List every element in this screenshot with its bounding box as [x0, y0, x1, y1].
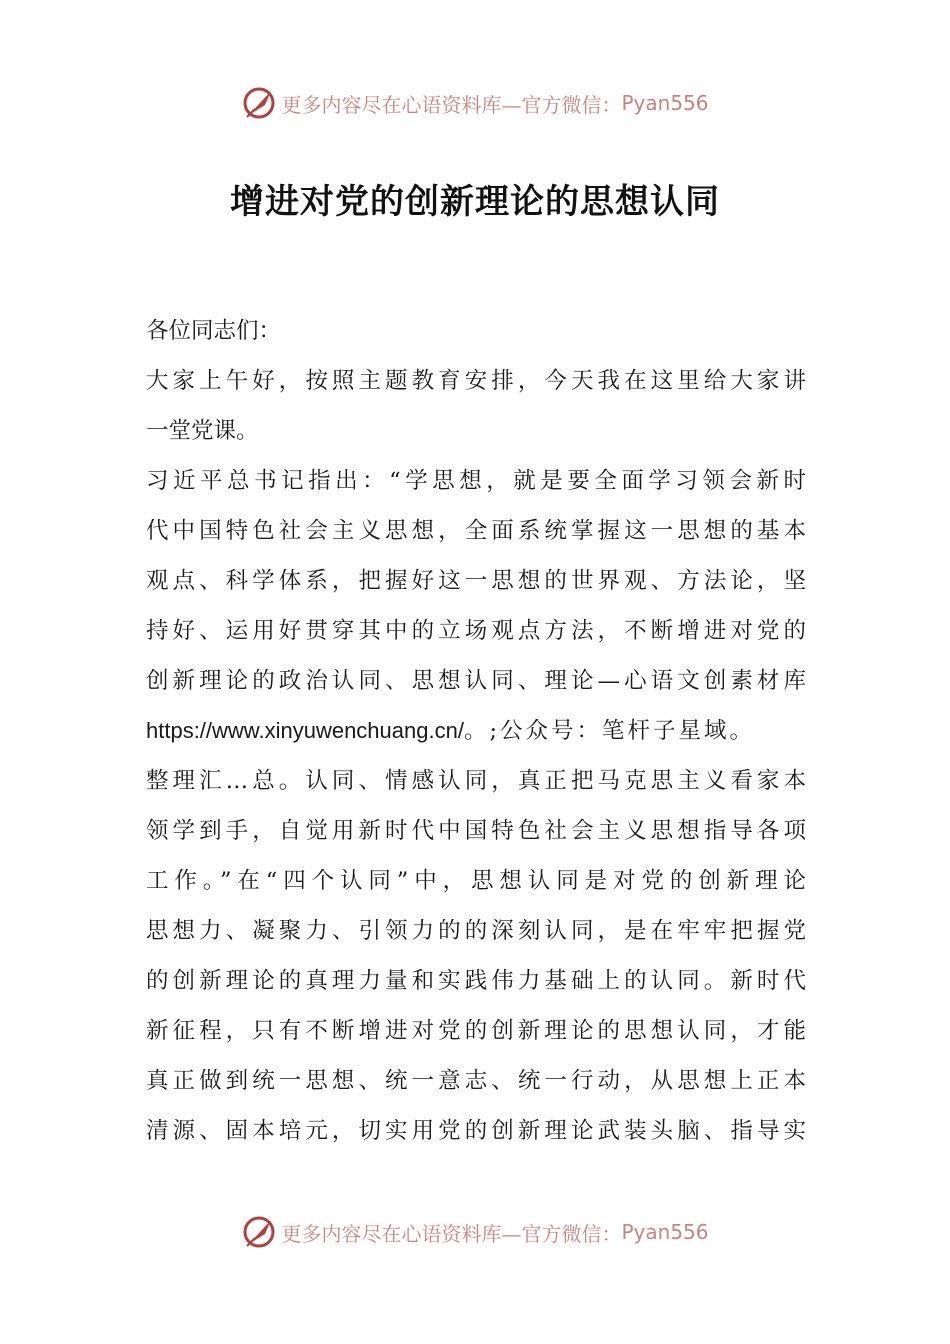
document-title: 增进对党的创新理论的思想认同 — [230, 182, 720, 222]
url-line — [146, 706, 806, 756]
footer-wechat-id: Pyan556 — [621, 1220, 709, 1244]
quill-logo-icon — [241, 1214, 277, 1250]
body-line: 工作。”在“四个认同”中，思想认同是对党的创新理论 — [146, 868, 806, 894]
header-wechat-id: Pyan556 — [621, 91, 709, 115]
body-line: 清源、固本培元，切实用党的创新理论武装头脑、指导实 — [146, 1118, 806, 1144]
url-line-rest: 。;公众号：笔杆子星域。 — [463, 718, 756, 744]
body-line: 创新理论的政治认同、思想认同、理论—心语文创素材库 — [146, 668, 806, 694]
body-line: 习近平总书记指出：“学思想，就是要全面学习领会新时 — [146, 468, 806, 494]
body-line: 代中国特色社会主义思想，全面系统掌握这一思想的基本 — [146, 518, 806, 544]
footer-banner-text: 更多内容尽在心语资料库—官方微信： — [281, 1221, 622, 1246]
body-line: 整理汇…总。认同、情感认同，真正把马克思主义看家本 — [146, 768, 806, 794]
document-body — [146, 306, 806, 1156]
quill-logo-icon — [241, 85, 277, 121]
body-line: 思想力、凝聚力、引领力的的深刻认同，是在牢牢把握党 — [146, 918, 806, 944]
body-line: 领学到手，自觉用新时代中国特色社会主义思想指导各项 — [146, 818, 806, 844]
header-banner-text: 更多内容尽在心语资料库—官方微信： — [281, 92, 622, 117]
body-line: 观点、科学体系，把握好这一思想的世界观、方法论，坚 — [146, 568, 806, 594]
body-line: 新征程，只有不断增进对党的创新理论的思想认同，才能 — [146, 1018, 806, 1044]
footer-banner — [0, 1212, 950, 1252]
body-line: 大家上午好，按照主题教育安排，今天我在这里给大家讲 — [146, 368, 806, 394]
body-line: 一堂党课。 — [146, 418, 259, 444]
body-line: 真正做到统一思想、统一意志、统一行动，从思想上正本 — [146, 1068, 806, 1094]
header-banner — [0, 83, 950, 123]
body-line: 持好、运用好贯穿其中的立场观点方法，不断增进对党的 — [146, 618, 806, 644]
greeting: 各位同志们： — [146, 318, 282, 344]
body-line: 的创新理论的真理力量和实践伟力基础上的认同。新时代 — [146, 968, 806, 994]
source-link[interactable]: https://www.xinyuwenchuang.cn/ — [146, 718, 464, 743]
